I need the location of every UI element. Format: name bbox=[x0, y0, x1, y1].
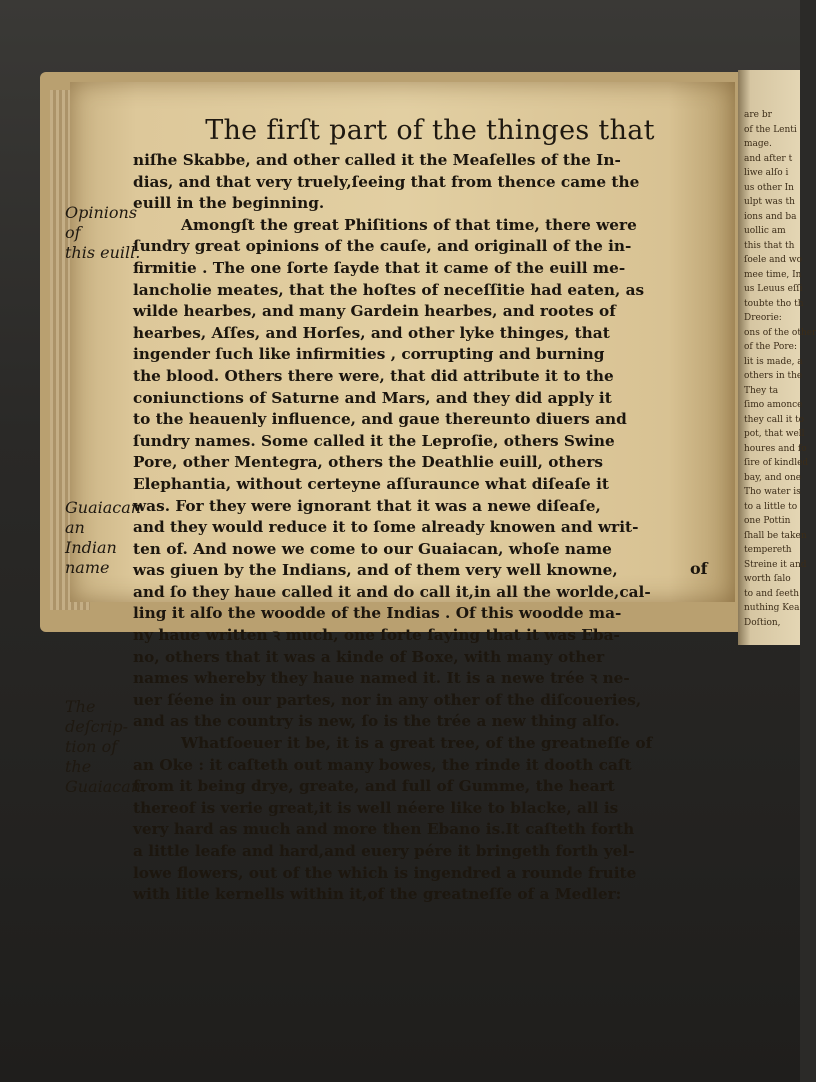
text-line: firmitie . The one ſorte ſayde that it came of the euill me- bbox=[133, 258, 626, 277]
facing-page-line: ſire of kindled bbox=[744, 458, 809, 468]
text-line: ten of. And nowe we come to our Guaiacan, whoſe name bbox=[133, 539, 612, 558]
text-line: an Oke : it caſteth out many bowes, the rinde it dooth caſt bbox=[133, 755, 632, 774]
facing-page-line: mage. bbox=[744, 139, 772, 149]
catchword: of bbox=[690, 559, 708, 578]
text-line: ſundry names. Some called it the Leproſie, others Swine bbox=[133, 431, 615, 450]
text-line: niſhe Skabbe, and other called it the Meaſelles of the In- bbox=[133, 151, 621, 169]
text-line: and they would reduce it to ſome already knowen and writ- bbox=[133, 518, 639, 537]
text-line: wilde hearbes, and many Gardein hearbes, and rootes of bbox=[133, 302, 616, 321]
facing-page-line: ſhall be taken bbox=[744, 530, 807, 541]
facing-page-line: ions and ba bbox=[744, 211, 797, 222]
running-header: The firſt part of the thinges that bbox=[205, 115, 655, 146]
facing-page-fragment bbox=[738, 70, 816, 645]
facing-page-line: mee time, In bbox=[744, 269, 802, 280]
text-line: the blood. Others there were, that did attribute it to the bbox=[133, 366, 614, 385]
text-line: and as the country is new, ſo is the trée a new thing alſo. bbox=[133, 712, 620, 731]
text-line: was giuen by the Indians, and of them very well knowne, bbox=[133, 561, 618, 580]
text-line: and ſo they haue called it and do call it,in all the worlde,cal- bbox=[133, 582, 651, 601]
facing-page-line: Tho water is bbox=[744, 487, 801, 497]
text-line: ſundry great opinions of the cauſe, and originall of the in- bbox=[133, 237, 632, 256]
facing-page-line: Streine it and bbox=[744, 559, 807, 570]
facing-page-line: bay, and one bbox=[744, 472, 802, 483]
text-line: euill in the beginning. bbox=[133, 194, 325, 213]
text-line: with litle kernells within it,of the greatneſſe of a Medler: bbox=[133, 885, 622, 904]
facing-page-line: to and ſeeth bbox=[744, 588, 800, 599]
text-line: lowe flowers, out of the which is ingendred a rounde fruite bbox=[133, 863, 637, 882]
margin-note-opinions: Opinions of this euill. bbox=[65, 203, 141, 262]
facing-page-line: They ta bbox=[744, 385, 779, 396]
facing-page-line: this that th bbox=[744, 240, 795, 251]
text-line: to the heauenly influence, and gaue thereunto diuers and bbox=[133, 410, 627, 429]
text-line: dias, and that very truely,ſeeing that from thence came the bbox=[133, 172, 640, 191]
text-line: from it being drye, greate, and full of Gumme, the heart bbox=[133, 777, 615, 796]
facing-page-line: pot, that well bbox=[744, 429, 805, 439]
facing-page-line: tempereth bbox=[744, 545, 792, 555]
facing-page-line: and after t bbox=[744, 153, 793, 164]
text-line: Elephantia, without certeyne aſſuraunce what diſeaſe it bbox=[133, 474, 609, 493]
facing-page-line: liwe alſo i bbox=[744, 168, 789, 178]
facing-page-line: to a little to bbox=[744, 501, 798, 512]
text-line: no, others that it was a kinde of Boxe, with many other bbox=[133, 647, 605, 666]
margin-note-guaiacan-name: Guaiacan an Indian name bbox=[65, 498, 142, 577]
text-line: ny haue written ꝛ much, one ſorte ſaying that it was Eba- bbox=[133, 626, 620, 645]
facing-page-line: they call it to bbox=[744, 414, 805, 425]
facing-page-line: lit is made, a bbox=[744, 356, 803, 367]
text-line: uer ſéene in our partes, nor in any other of the diſcoueries, bbox=[133, 690, 642, 709]
facing-page-line: worth ſalo bbox=[744, 574, 791, 584]
facing-page-line: toubte tho th bbox=[744, 298, 804, 309]
facing-page-line: uollic am bbox=[744, 226, 786, 236]
facing-page-line: ſimo amonce bbox=[744, 400, 803, 410]
facing-page-line: Dreorie: bbox=[744, 313, 782, 323]
facing-page-line: houres and fo bbox=[744, 443, 807, 454]
text-line: very hard as much and more then Ebano is.It caſteth forth bbox=[133, 820, 635, 839]
facing-page-line: others in the bbox=[744, 371, 803, 381]
facing-page-line: us Leuus eſſi bbox=[744, 284, 803, 294]
margin-note-description: The deſcrip- tion of the Guaiacan. bbox=[65, 697, 147, 796]
text-line: Whatſoeuer it be, it is a great tree, of the greatneſſe of bbox=[181, 734, 653, 753]
facing-page-line: ons of the other bbox=[744, 327, 816, 338]
text-line: names whereby they haue named it. It is a newe trée ꝛ ne- bbox=[133, 669, 630, 688]
facing-page-line: one Pottin bbox=[744, 516, 791, 526]
body-text bbox=[133, 150, 718, 906]
facing-page-line: us other In bbox=[744, 182, 794, 193]
text-line: was. For they were ignorant that it was a newe diſeaſe, bbox=[133, 496, 601, 515]
text-line: a little leafe and hard,and euery pére it bringeth forth yel- bbox=[133, 842, 635, 860]
facing-page-line: ſoele and wo bbox=[744, 255, 803, 265]
text-line: ingender ſuch like infirmities , corrupting and burning bbox=[133, 345, 605, 364]
text-line: coniunctions of Saturne and Mars, and they did apply it bbox=[133, 388, 612, 407]
text-line: hearbes, Aſſes, and Horſes, and other lyke thinges, that bbox=[133, 323, 610, 342]
facing-page-line: of the Lenti bbox=[744, 124, 797, 135]
text-line: Pore, other Mentegra, others the Deathlie euill, others bbox=[133, 453, 604, 472]
facing-page-line: nuthing Kea bbox=[744, 603, 800, 613]
facing-page-line: ulpt was th bbox=[744, 197, 795, 207]
facing-page-line: Doſtion, bbox=[744, 617, 781, 628]
text-line: lancholie meates, that the hoſtes of neceſſitie had eaten, as bbox=[133, 280, 645, 299]
text-line: ling it alſo the woodde of the Indias . Of this woodde ma- bbox=[133, 604, 622, 623]
facing-page-line: of the Pore: bbox=[744, 342, 797, 352]
facing-page-line: are br bbox=[744, 110, 772, 120]
text-line: Amongſt the great Phiſitions of that time, there were bbox=[181, 215, 637, 234]
text-line: thereof is verie great,it is well néere like to blacke, all is bbox=[133, 798, 619, 817]
